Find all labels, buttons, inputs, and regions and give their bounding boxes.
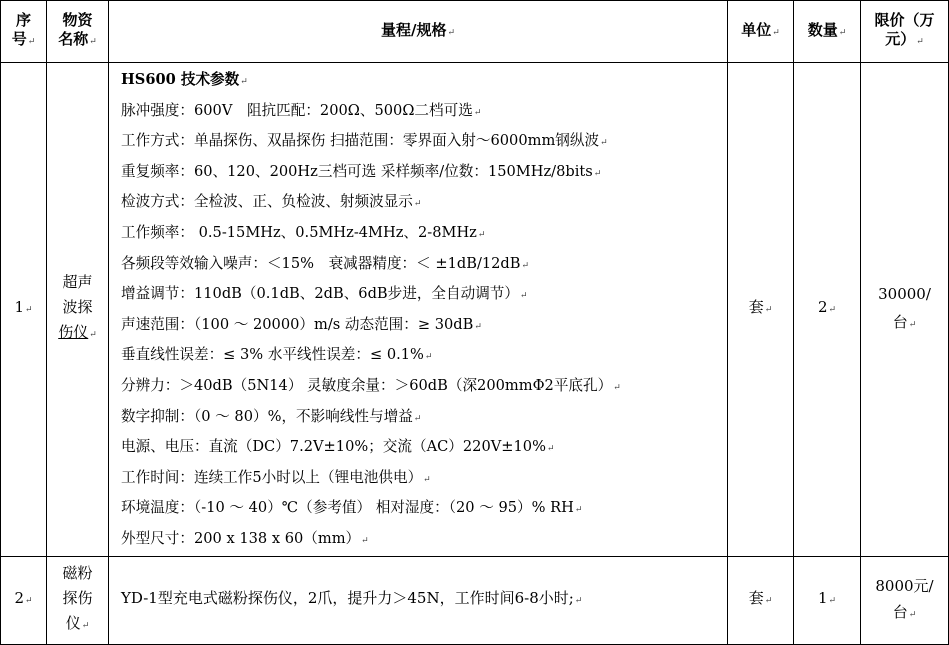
paragraph-mark-icon: ↵ — [908, 609, 917, 620]
spec-line — [121, 280, 727, 311]
paragraph-mark-icon: ↵ — [521, 260, 530, 271]
paragraph-mark-icon: ↵ — [772, 27, 780, 38]
row-1-name-line-1: 超声 — [62, 273, 93, 292]
spec-line-text: 检波方式：全检波、正、负检波、射频波显示 — [121, 193, 413, 211]
row-2-unit-value: 套 — [748, 589, 764, 607]
spec-line — [121, 311, 727, 342]
paragraph-mark-icon: ↵ — [838, 27, 847, 38]
paragraph-mark-icon: ↵ — [764, 305, 773, 316]
paragraph-mark-icon: ↵ — [89, 330, 97, 341]
row-2-price-line-1: 8000元/ — [875, 576, 934, 595]
paragraph-mark-icon: ↵ — [27, 37, 36, 47]
paragraph-mark-icon: ↵ — [600, 138, 608, 149]
row-1-price — [861, 63, 949, 557]
spec-line-text: 工作频率： 0.5-15MHz、0.5MHz-4MHz、2-8MHz — [121, 223, 477, 241]
row-1-name-line-3: 伤仪 — [58, 323, 89, 342]
spec-line — [121, 433, 727, 464]
header-price — [861, 1, 949, 63]
header-seq-line-1: 序 — [15, 11, 31, 29]
spec-line-text: 工作方式：单晶探伤、双晶探伤 扫描范围：零界面入射～6000mm钢纵波 — [121, 132, 600, 150]
row-2-qty-value: 1 — [817, 589, 828, 607]
spec-line-text: 数字抑制：（0 ～ 80）%，不影响线性与增益 — [121, 407, 413, 425]
spec-line — [121, 494, 727, 525]
spec-line-text: 增益调节：110dB（0.1dB、2dB、6dB步进，全自动调节） — [121, 285, 519, 303]
row-1-unit-value: 套 — [748, 298, 764, 317]
spec-line-text: 重复频率：60、120、200Hz三档可选 采样频率/位数：150MHz/8bits — [121, 162, 593, 180]
paragraph-mark-icon: ↵ — [25, 305, 33, 316]
header-name-line-2: 名称 — [58, 30, 89, 48]
row-2-seq-value: 2 — [14, 589, 24, 607]
row-2-name-line-2: 探伤 — [62, 589, 93, 607]
spec-line — [121, 525, 727, 556]
row-1-qty-value: 2 — [817, 298, 828, 317]
header-row — [1, 1, 949, 63]
row-1-price-line-2: 台 — [892, 312, 908, 331]
spec-line-text: 脉冲强度：600V 阻抗匹配：200Ω、500Ω二档可选 — [121, 101, 473, 119]
spec-line-text: 各频段等效输入噪声：＜15% 衰减器精度：＜ ±1dB/12dB — [121, 254, 521, 272]
spec-line-text: 工作时间：连续工作5小时以上（锂电池供电） — [121, 468, 423, 486]
row-2-qty — [794, 556, 861, 644]
paragraph-mark-icon: ↵ — [477, 229, 486, 240]
header-price-line-2: 元） — [885, 30, 916, 48]
row-1-price-line-1: 30000/ — [878, 284, 931, 303]
row-2-seq — [1, 556, 47, 644]
paragraph-mark-icon: ↵ — [916, 37, 924, 47]
paragraph-mark-icon: ↵ — [828, 305, 837, 316]
paragraph-mark-icon: ↵ — [574, 505, 583, 516]
row-2-name-line-3: 仪 — [65, 614, 81, 632]
spec-line-text: 声速范围：（100 ～ 20000）m/s 动态范围：≥ 30dB — [121, 315, 474, 333]
row-1-name — [47, 63, 109, 557]
spec-line-text: 环境温度：（-10 ～ 40）℃（参考值） 相对湿度：（20 ～ 95）% RH — [121, 499, 574, 517]
paragraph-mark-icon: ↵ — [447, 27, 456, 38]
header-qty-label: 数量 — [807, 20, 838, 39]
header-unit-label: 单位 — [741, 20, 772, 39]
row-2-price — [861, 556, 949, 644]
spec-line — [121, 97, 727, 128]
row-2-price-line-2: 台 — [892, 602, 908, 621]
spec-line — [121, 127, 727, 158]
paragraph-mark-icon: ↵ — [361, 535, 369, 546]
spec-line-text: 分辨力：＞40dB（5N14） 灵敏度余量：＞60dB（深200mmΦ2平底孔） — [121, 376, 613, 394]
spec-line-text: 垂直线性误差：≤ 3% 水平线性误差：≤ 0.1% — [121, 346, 424, 364]
spec-line — [121, 219, 727, 250]
spec-line — [121, 188, 727, 219]
row-1-spec — [109, 63, 728, 557]
header-seq — [1, 1, 47, 63]
spec-line-text: 外型尺寸：200 x 138 x 60（mm） — [121, 529, 361, 547]
row-2-name-line-1: 磁粉 — [62, 564, 93, 582]
spec-line — [121, 250, 727, 281]
row-1-seq — [1, 63, 47, 557]
paragraph-mark-icon: ↵ — [413, 199, 422, 210]
row-1-name-line-2: 波探 — [62, 298, 93, 317]
row-2-name — [47, 556, 109, 644]
spec-line — [121, 403, 727, 434]
paragraph-mark-icon: ↵ — [520, 291, 528, 302]
paragraph-mark-icon: ↵ — [89, 37, 97, 47]
paragraph-mark-icon: ↵ — [25, 596, 33, 606]
row-2-unit — [728, 556, 794, 644]
row-2-spec-text: YD-1型充电式磁粉探伤仪，2爪，提升力＞45N，工作时间6-8小时; — [121, 589, 574, 607]
spec-line — [121, 158, 727, 189]
paragraph-mark-icon: ↵ — [546, 444, 555, 455]
header-name-line-1: 物资 — [62, 11, 93, 29]
paragraph-mark-icon: ↵ — [413, 413, 422, 424]
paragraph-mark-icon: ↵ — [240, 77, 248, 87]
paragraph-mark-icon: ↵ — [828, 596, 837, 606]
paragraph-mark-icon: ↵ — [908, 319, 917, 330]
spec-line — [121, 464, 727, 495]
header-name — [47, 1, 109, 63]
header-qty — [794, 1, 861, 63]
header-spec — [109, 1, 728, 63]
row-1-unit — [728, 63, 794, 557]
row-2-spec — [109, 556, 728, 644]
paragraph-mark-icon: ↵ — [574, 596, 583, 606]
header-price-line-1: 限价（万 — [874, 11, 935, 29]
spec-line-text: 电源、电压：直流（DC）7.2V±10%；交流（AC）220V±10% — [121, 438, 546, 456]
table-row — [1, 63, 949, 557]
paragraph-mark-icon: ↵ — [474, 321, 482, 332]
paragraph-mark-icon: ↵ — [424, 352, 433, 363]
spec-title: HS600 技术参数 — [121, 71, 240, 88]
row-1-qty — [794, 63, 861, 557]
row-1-seq-value: 1 — [14, 298, 24, 317]
paragraph-mark-icon: ↵ — [613, 382, 621, 393]
paragraph-mark-icon: ↵ — [473, 107, 482, 118]
paragraph-mark-icon: ↵ — [593, 168, 602, 179]
paragraph-mark-icon: ↵ — [81, 621, 90, 631]
paragraph-mark-icon: ↵ — [764, 596, 773, 606]
header-spec-label: 量程/规格 — [380, 20, 447, 39]
spec-line — [121, 372, 727, 403]
spec-line — [121, 341, 727, 372]
paragraph-mark-icon: ↵ — [423, 474, 431, 485]
header-seq-line-2: 号 — [11, 30, 27, 48]
spec-title-line — [121, 66, 727, 97]
header-unit — [728, 1, 794, 63]
table-row — [1, 556, 949, 644]
